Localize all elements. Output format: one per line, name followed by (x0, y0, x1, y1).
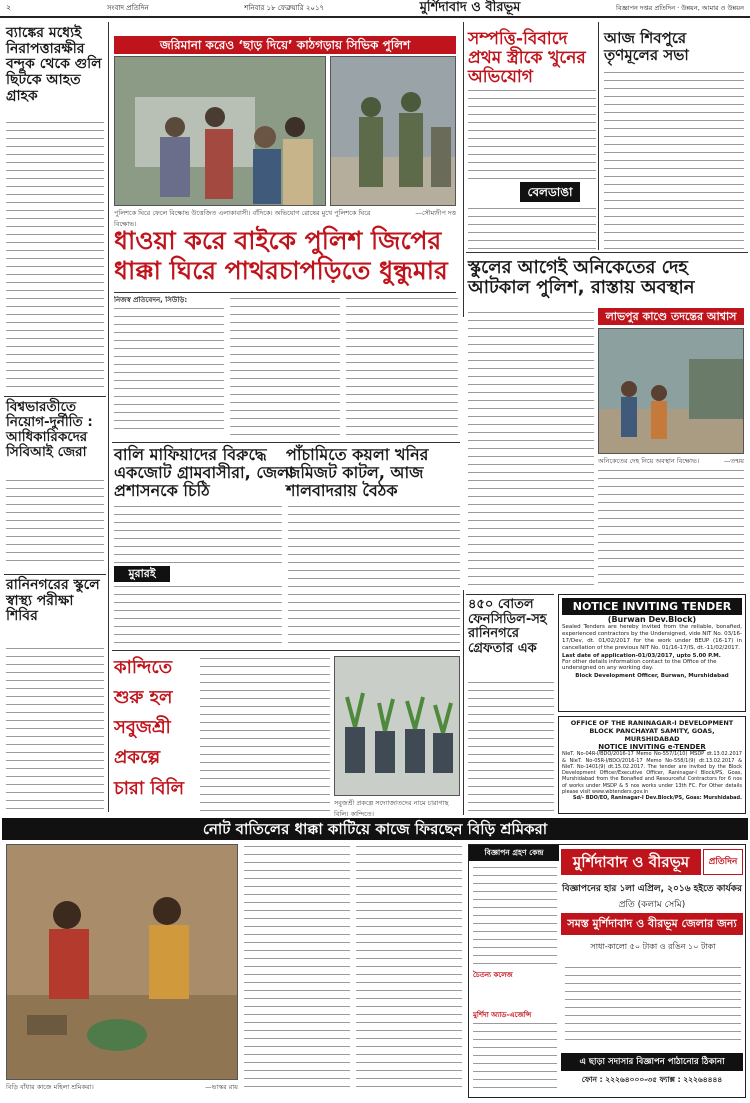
paper-name: সংবাদ প্রতিদিন (106, 4, 149, 12)
bidi-photo (6, 844, 238, 1080)
school-text-col-1 (468, 310, 594, 590)
ad-rate-line-3: সমস্ত মুর্শিদাবাদ ও বীরভূম জেলার জন্য (561, 913, 743, 935)
bidi-text-col-1 (244, 844, 350, 1094)
bidi-headline: নোট বাতিলের ধাক্কা কাটিয়ে কাজে ফিরছেন বিড়ি শ্রমিকরা (2, 818, 748, 840)
ad-phone: ফোন : ২২২৬৪০০০-৩৫ ফ্যাক্স : ২২২৬৪৪৪৪ (581, 1075, 723, 1084)
school-subbanner: লাভপুর কাণ্ডে তদন্তের আশ্বাস (598, 308, 744, 325)
property-text-1 (468, 88, 596, 180)
school-caption: অনিকেতের দেহ নিয়ে অবস্থান বিক্ষোভ। (598, 457, 700, 465)
ad-label: বিজ্ঞাপন গ্রহণ কেন্দ্র (469, 845, 559, 861)
school-text-col-2 (598, 468, 744, 588)
saplings-photo-graphic (335, 657, 460, 796)
lead-headline: ধাওয়া করে বাইকে পুলিশ জিপের ধাক্কা ঘিরে পাথরচাপড়িতে ধুন্ধুমার (114, 226, 448, 285)
coal-text-a-1 (114, 504, 282, 564)
col1-headline-3: রানিনগরের স্কুলে স্বাস্থ্য পরীক্ষা শিবির (6, 577, 100, 625)
date: শনিবার ১৮ ফেব্রুয়ারি ২০১৭ (244, 4, 325, 12)
lead-text-col-3 (346, 296, 458, 436)
coal-headline-b: পাঁচামিতে কয়লা খনির জমিজট কাটল, আজ শালবাদরায় বৈঠক (286, 445, 429, 500)
phensedyl-headline: ৪৫০ বোতল ফেনসিডিল-সহ রানিনগরে গ্রেফতার এক (468, 597, 547, 656)
lead-text-col-1 (114, 306, 224, 436)
school-headline: স্কুলের আগেই অনিকেতের দেহ আটকাল পুলিশ, রাস্তায় অবস্থান (468, 257, 695, 299)
ad-agents-2 (473, 1021, 557, 1093)
tender-raninagar-body: NIeT. No-04R-I/BDO/2016-17 Memo No-557/1(10) MSDP dt.13.02.2017 & NIeT. No-05R-I/BDO/2016-17 Memo No-558/1(9) dt.13.02.2017 & NIeT. No-1401(9) dt.15.02.2017. The tender are invited by the Block Development Officer/Executive Officer, Raninagar-I Block/PS, Goas, Murshidabad from the Bonafied and Resourceful Contractors for 6 nos of works under MSDP & 5 nos works under 13th FC. For Other details please visit www.wbtenders.gov.in (562, 751, 742, 795)
school-photo-graphic (599, 329, 744, 454)
ad-agents-1 (473, 865, 557, 965)
kandi-line-4: প্রকল্পে (114, 747, 161, 769)
tender-raninagar-office: OFFICE OF THE RANINAGAR-I DEVELOPMENT BLOCK PANCHAYAT SAMITY, GOAS, MURSHIDABAD (570, 719, 734, 743)
tender-burwan-title: NOTICE INVITING TENDER (562, 598, 742, 615)
tender-burwan-detail: For other details information contact to the Office of the undersigned on any working day. (562, 658, 717, 671)
tender-raninagar-title: NOTICE INVITING e-TENDER (598, 743, 706, 752)
ad-rates: সাধা-কালো ৫০ টাকা ও রঙিন ১০ টাকা (590, 942, 716, 951)
page-number: ২ (6, 2, 12, 12)
bidi-text-col-2 (356, 844, 462, 1094)
tender-raninagar-sign: Sd/- BDO/EO, Raninagar-I Dev.Block/PS, Goas: Murshidabad. (572, 795, 742, 802)
col1-story-1-text (6, 120, 104, 390)
ad-agent-a: চৈতন্য কলেজ (473, 971, 513, 979)
tender-burwan (558, 594, 746, 712)
tender-raninagar (558, 716, 746, 814)
crowd-photo (114, 56, 326, 206)
police-photo-graphic (331, 57, 456, 206)
school-credit: —তন্ময় (723, 457, 744, 465)
kandi-line-3: সবুজশ্রী (114, 717, 171, 739)
ad-rates-box (468, 844, 746, 1098)
murarai-tag: মুরারই (114, 566, 170, 582)
shibpur-headline: আজ শিবপুরে তৃণমূলের সভা (604, 29, 689, 64)
shibpur-text (604, 70, 744, 250)
school-photo (598, 328, 744, 454)
kandi-text (200, 656, 330, 812)
tender-burwan-sign: Block Development Officer, Burwan, Murshidabad (575, 672, 729, 679)
civic-police-credit: —সৌম্যদীপ দত্ত (415, 209, 456, 217)
bidi-credit: —ভাস্কর রায় (205, 1083, 238, 1091)
police-photo (330, 56, 456, 206)
civic-police-caption: পুলিশকে ঘিরে ফেলে বিক্ষোভ উত্তেজিত এলাকাবাসী। বাঁদিকে। অভিযোগ রোষের মুখে পুলিশকে ঘিরে বিক্ষোভ। (114, 209, 371, 228)
masthead-right: বিজ্ঞাপন দপ্তর প্রতিদিন · উন্নয়ন, আমার ও উন্নয়ন (616, 3, 744, 12)
col1-story-3-text (6, 646, 104, 812)
bidi-photo-graphic (7, 845, 238, 1080)
ad-title: মুর্শিদাবাদ ও বীরভূম (561, 849, 701, 875)
ad-footer: এ ছাড়া সদাসার বিজ্ঞাপন পাঠানোর ঠিকানা (561, 1053, 743, 1071)
kandi-line-1: কান্দিতে (114, 657, 173, 678)
bidi-caption: বিড়ি বাঁধার কাজে মহিলা শ্রমিকরা। (6, 1083, 94, 1091)
crowd-photo-graphic (115, 57, 326, 206)
kandi-line-2: শুরু হল (114, 687, 173, 709)
civic-police-banner: জরিমানা করেও ‘ছাড় দিয়ে’ কাঠগড়ায় সিভিক পুলিশ (114, 36, 456, 54)
lead-byline: নিজস্ব প্রতিবেদন, সিউড়ি: (114, 296, 188, 304)
lead-text-col-2 (230, 296, 340, 436)
phensedyl-text (468, 680, 554, 812)
ad-agent-b: মুর্শিদা অ্যাড-এজেন্সি (473, 1011, 532, 1019)
kandi-line-5: চারা বিলি (114, 777, 185, 799)
ad-rate-line-2: প্রতি (কলাম সেমি) (618, 900, 686, 910)
col1-headline-2: বিশ্বভারতীতে নিয়োগ-দুর্নীতি : আধিকারিকদের সিবিআই জেরা (6, 399, 93, 461)
pratidin-logo: প্রতিদিন (703, 849, 743, 875)
tender-burwan-body: Sealed Tenders are hereby invited from the reliable, bonafied, experienced contractors by the Undersigned, vide NIT No. 03/16-17/Dev, dt. 01/02/2017 for the work under BEUP (16-17) in cancellation of the previous NIT No. 01/16-17/IS, dt.-11/02/2017. (562, 624, 742, 652)
masthead (0, 0, 750, 18)
saplings-caption: সবুজশ্রী প্রকল্পে সদ্যোজাতদের নামে চারাগাছ বিলি। কান্দিতে। (334, 799, 449, 818)
coal-text-a-2 (114, 584, 282, 646)
property-text-2 (468, 206, 596, 250)
property-headline: সম্পত্তি-বিবাদে প্রথম স্ত্রীকে খুনের অভিযোগ (468, 29, 586, 88)
coal-text-b (288, 504, 460, 646)
section-title: মুর্শিদাবাদ ও বীরভূম (419, 0, 521, 15)
col1-headline-1: ব্যাঙ্কের মধ্যেই নিরাপত্তারক্ষীর বন্দুক থেকে গুলি ছিটকে আহত গ্রাহক (6, 25, 102, 104)
beldanga-tag: বেলডাঙা (520, 182, 580, 202)
kandi-headline-box (114, 656, 196, 812)
tender-burwan-subtitle: (Burwan Dev.Block) (607, 615, 697, 624)
ad-rates-detail (565, 965, 741, 1045)
saplings-photo (334, 656, 460, 796)
ad-rate-line-1: বিজ্ঞাপনের হার ১লা এপ্রিল, ২০১৬ হইতে কার্যকর (562, 884, 742, 894)
coal-headline-a: বালি মাফিয়াদের বিরুদ্ধে একজোট গ্রামবাসীরা, জেলা প্রশাসনকে চিঠি (114, 445, 294, 500)
col1-story-2-text (6, 478, 104, 568)
tender-burwan-date: Last date of application-01/03/2017, upto 5.00 P.M. (562, 652, 721, 659)
